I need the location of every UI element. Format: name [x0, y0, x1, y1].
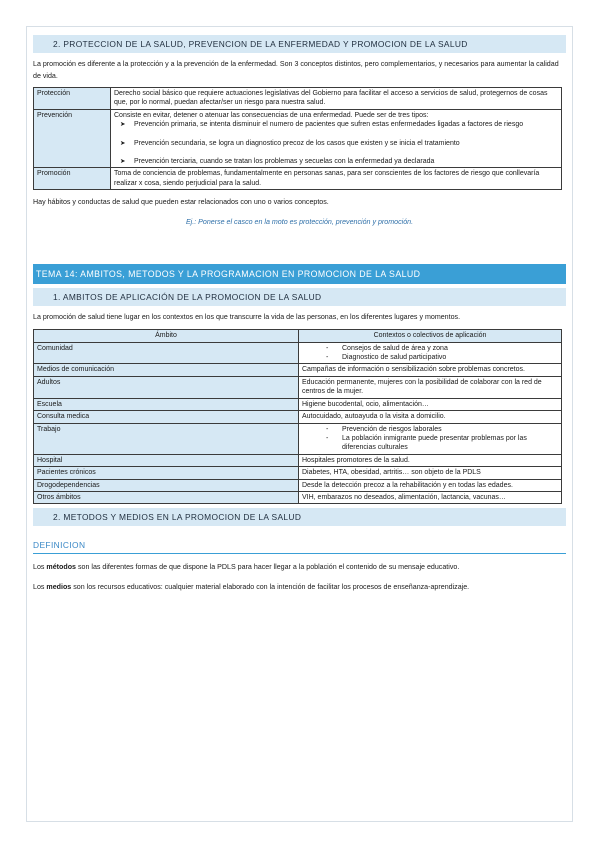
context-cell: Hospitales promotores de la salud.	[299, 454, 562, 466]
term-medios: medios	[46, 583, 72, 592]
example-note: Ej.: Ponerse el casco en la moto es protección, prevención y promoción.	[185, 218, 414, 227]
ambito-cell: Drogodependencias	[34, 479, 299, 491]
list-item: ➤ Prevención primaria, se intenta disminuir el numero de pacientes que sufren estas enfermedades ligadas a factores de riesgo	[134, 120, 558, 129]
label-prevencion: Prevención	[34, 109, 111, 168]
ambito-cell: Escuela	[34, 398, 299, 410]
column-header: Ámbito	[34, 330, 299, 342]
table-row	[34, 479, 562, 491]
text-promocion: Toma de conciencia de problemas, fundamentalmente en personas sanas, para ser conscientes de los factores de riesgo que conllevaría realizar x cosa, siendo perjudicial para la salud.	[111, 168, 562, 190]
text-prevencion: Consiste en evitar, detener o atenuar las consecuencias de una enfermedad. Puede ser de tres tipos:	[114, 111, 429, 119]
ambito-cell: Otros ámbitos	[34, 491, 299, 503]
text-span: son las diferentes formas de que dispone la PDLS para hacer llegar a la población el contenido de su mensaje educativo.	[75, 563, 460, 572]
list-item: ➤ Prevención terciaria, cuando se tratan los problemas y secuelas con la enfermedad ya declarada	[134, 157, 558, 166]
metodos-paragraph	[33, 561, 566, 573]
list-item: - Diagnostico de salud participativo	[342, 353, 558, 362]
section-heading-ambitos: 1. AMBITOS DE APLICACIÓN DE LA PROMOCION DE LA SALUD	[33, 288, 566, 306]
column-header: Contextos o colectivos de aplicación	[299, 330, 562, 342]
cell-prevencion	[111, 109, 562, 168]
ambito-cell: Pacientes crónicos	[34, 467, 299, 479]
term-metodos: métodos	[46, 563, 76, 572]
context-cell: Autocuidado, autoayuda o la visita a domicilio.	[299, 411, 562, 423]
document-content	[33, 35, 566, 593]
ambito-cell: Trabajo	[34, 423, 299, 454]
context-cell: Desde la detección precoz a la rehabilitación y en todas las edades.	[299, 479, 562, 491]
medios-paragraph	[33, 581, 566, 593]
habitos-paragraph: Hay hábitos y conductas de salud que pueden estar relacionados con uno o varios conceptos.	[33, 198, 329, 207]
ambitos-intro: La promoción de salud tiene lugar en los contextos en los que transcurre la vida de las personas, en los diferentes lugares y momentos.	[33, 313, 461, 322]
table-row	[34, 168, 562, 190]
definicion-heading: DEFINICION	[33, 540, 566, 554]
text-span: Los	[33, 563, 47, 572]
list-item: ➤ Prevención secundaria, se logra un diagnostico precoz de los casos que existen y se inicia el tratamiento	[134, 139, 558, 148]
ambito-cell: Medios de comunicación	[34, 364, 299, 376]
context-cell: Educación permanente, mujeres con la posibilidad de colaborar con la red de centros de la mujer.	[299, 376, 562, 398]
table-row	[34, 342, 562, 364]
label-promocion: Promoción	[34, 168, 111, 190]
context-cell: VIH, embarazos no deseados, alimentación, lactancia, vacunas…	[299, 491, 562, 503]
context-cell: Diabetes, HTA, obesidad, artritis… son objeto de la PDLS	[299, 467, 562, 479]
ambito-cell: Hospital	[34, 454, 299, 466]
section-heading-metodos: 2. METODOS Y MEDIOS EN LA PROMOCION DE LA SALUD	[33, 508, 566, 526]
text-span: son los recursos educativos: cualquier material elaborado con la intención de facilitar los procesos de enseñanza-aprendizaje.	[71, 583, 470, 592]
list-item: - La población inmigrante puede presentar problemas por las diferencias culturales	[342, 434, 558, 453]
prevention-list	[114, 120, 558, 166]
context-cell: Higiene bucodental, ocio, alimentación…	[299, 398, 562, 410]
table-row	[34, 398, 562, 410]
ambito-cell: Adultos	[34, 376, 299, 398]
table-row	[34, 376, 562, 398]
ambito-cell: Comunidad	[34, 342, 299, 364]
table-header-row	[34, 330, 562, 342]
concepts-table	[33, 87, 562, 190]
tema-banner: TEMA 14: AMBITOS, METODOS Y LA PROGRAMACION EN PROMOCION DE LA SALUD	[33, 264, 566, 284]
label-proteccion: Protección	[34, 88, 111, 110]
text-proteccion: Derecho social básico que requiere actuaciones legislativas del Gobierno para facilitar el acceso a servicios de salud, protegernos de cosas que, por lo normal, puedan afectar/ser un riesgo para nuestra salud.	[111, 88, 562, 110]
table-row	[34, 411, 562, 423]
table-row	[34, 109, 562, 168]
table-row	[34, 88, 562, 110]
table-row	[34, 454, 562, 466]
context-cell: Campañas de información o sensibilización sobre problemas concretos.	[299, 364, 562, 376]
context-list	[302, 425, 558, 453]
list-item: - Consejos de salud de área y zona	[342, 344, 558, 353]
ambito-cell: Consulta medica	[34, 411, 299, 423]
list-item: - Prevención de riesgos laborales	[342, 425, 558, 434]
table-row	[34, 423, 562, 454]
intro-paragraph: La promoción es diferente a la protección y a la prevención de la enfermedad. Son 3 conceptos distintos, pero complementarios, y necesarios para aumentar la calidad de vida.	[33, 60, 559, 80]
table-row	[34, 467, 562, 479]
table-row	[34, 364, 562, 376]
ambitos-table	[33, 329, 562, 504]
text-span: Los	[33, 583, 47, 592]
table-row	[34, 491, 562, 503]
section-heading-proteccion: 2. PROTECCION DE LA SALUD, PREVENCION DE LA ENFERMEDAD Y PROMOCION DE LA SALUD	[33, 35, 566, 53]
context-list	[302, 344, 558, 363]
context-cell	[299, 342, 562, 364]
context-cell	[299, 423, 562, 454]
